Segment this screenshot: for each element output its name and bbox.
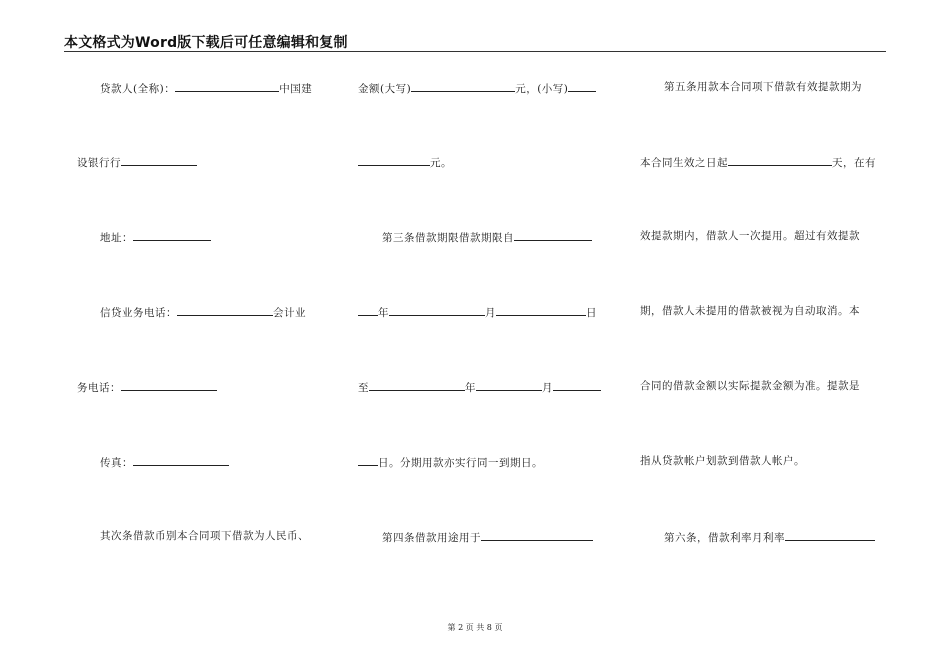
amount-mid: 元，(小写)	[515, 83, 569, 95]
address-blank	[133, 229, 211, 241]
article6-clause: 第六条，借款利率月利率	[664, 532, 785, 544]
purpose-blank	[481, 529, 593, 541]
days-blank	[728, 154, 832, 166]
end-day-blank	[553, 379, 601, 391]
term-blank	[514, 229, 592, 241]
lender-blank	[175, 80, 279, 92]
document-title: 本文格式为Word版下载后可任意编辑和复制	[64, 35, 348, 51]
installment-line	[358, 454, 543, 470]
purpose-clause: 第四条借款用途用于	[382, 532, 481, 544]
fax-line	[100, 454, 229, 470]
amount-digits-blank	[568, 80, 596, 92]
lender-label: 贷款人(全称)：	[100, 83, 176, 95]
article5-line1: 第五条用款本合同项下借款有效提款期为	[664, 81, 862, 93]
header-divider	[64, 51, 886, 52]
end-year-label: 年	[465, 382, 476, 394]
term-line	[382, 229, 592, 245]
article5-line5: 合同的借款金额以实际提款金额为准。提款是	[640, 380, 860, 392]
term-clause: 第三条借款期限借款期限自	[382, 232, 514, 244]
amount-end: 元。	[430, 157, 452, 169]
end-month-label: 月	[542, 382, 553, 394]
article5-line2-suffix: 天，在有	[832, 157, 876, 169]
address-label: 地址：	[100, 232, 133, 244]
service-phone-label: 务电话：	[77, 382, 121, 394]
start-date-line	[358, 304, 597, 320]
bank-label: 设银行行	[77, 157, 121, 169]
fax-blank	[133, 454, 229, 466]
start-year-blank	[358, 304, 378, 316]
fax-label: 传真：	[100, 457, 133, 469]
credit-phone-blank	[177, 304, 273, 316]
start-month-blank	[389, 304, 485, 316]
service-phone-line	[77, 379, 217, 395]
amount-end-line	[358, 154, 452, 170]
purpose-line	[382, 529, 593, 545]
day-label: 日	[586, 307, 597, 319]
to-label: 至	[358, 382, 369, 394]
article5-line2	[640, 154, 876, 170]
article5-line2-prefix: 本合同生效之日起	[640, 157, 728, 169]
address-line	[100, 229, 211, 245]
article5-line4: 期，借款人未提用的借款被视为自动取消。本	[640, 305, 860, 317]
bank-blank	[121, 154, 197, 166]
interest-rate-blank	[785, 529, 875, 541]
year-label: 年	[378, 307, 389, 319]
installment-text: 日。分期用款亦实行同一到期日。	[378, 457, 543, 469]
month-label: 月	[485, 307, 496, 319]
article6-line	[664, 529, 875, 545]
start-day-blank	[496, 304, 586, 316]
amount-label: 金额(大写)	[358, 83, 412, 95]
lender-suffix: 中国建	[279, 83, 313, 95]
amount-end-blank	[358, 154, 430, 166]
service-phone-blank	[121, 379, 217, 391]
end-year-blank	[369, 379, 465, 391]
end-month-blank	[476, 379, 542, 391]
credit-phone-label: 信贷业务电话：	[100, 307, 177, 319]
installment-blank	[358, 454, 378, 466]
currency-clause: 其次条借款币别本合同项下借款为人民币、	[100, 530, 309, 542]
end-date-line	[358, 379, 601, 395]
article5-line6: 指从贷款帐户划款到借款人帐户。	[640, 455, 805, 467]
credit-phone-line	[100, 304, 306, 320]
amount-words-blank	[411, 80, 515, 92]
bank-line	[77, 154, 197, 170]
article5-line3: 效提款期内，借款人一次提用。超过有效提款	[640, 230, 860, 242]
page-number: 第 2 页 共 8 页	[447, 623, 503, 632]
credit-phone-suffix: 会计业	[273, 307, 306, 319]
lender-line	[100, 80, 312, 96]
amount-line	[358, 80, 596, 96]
